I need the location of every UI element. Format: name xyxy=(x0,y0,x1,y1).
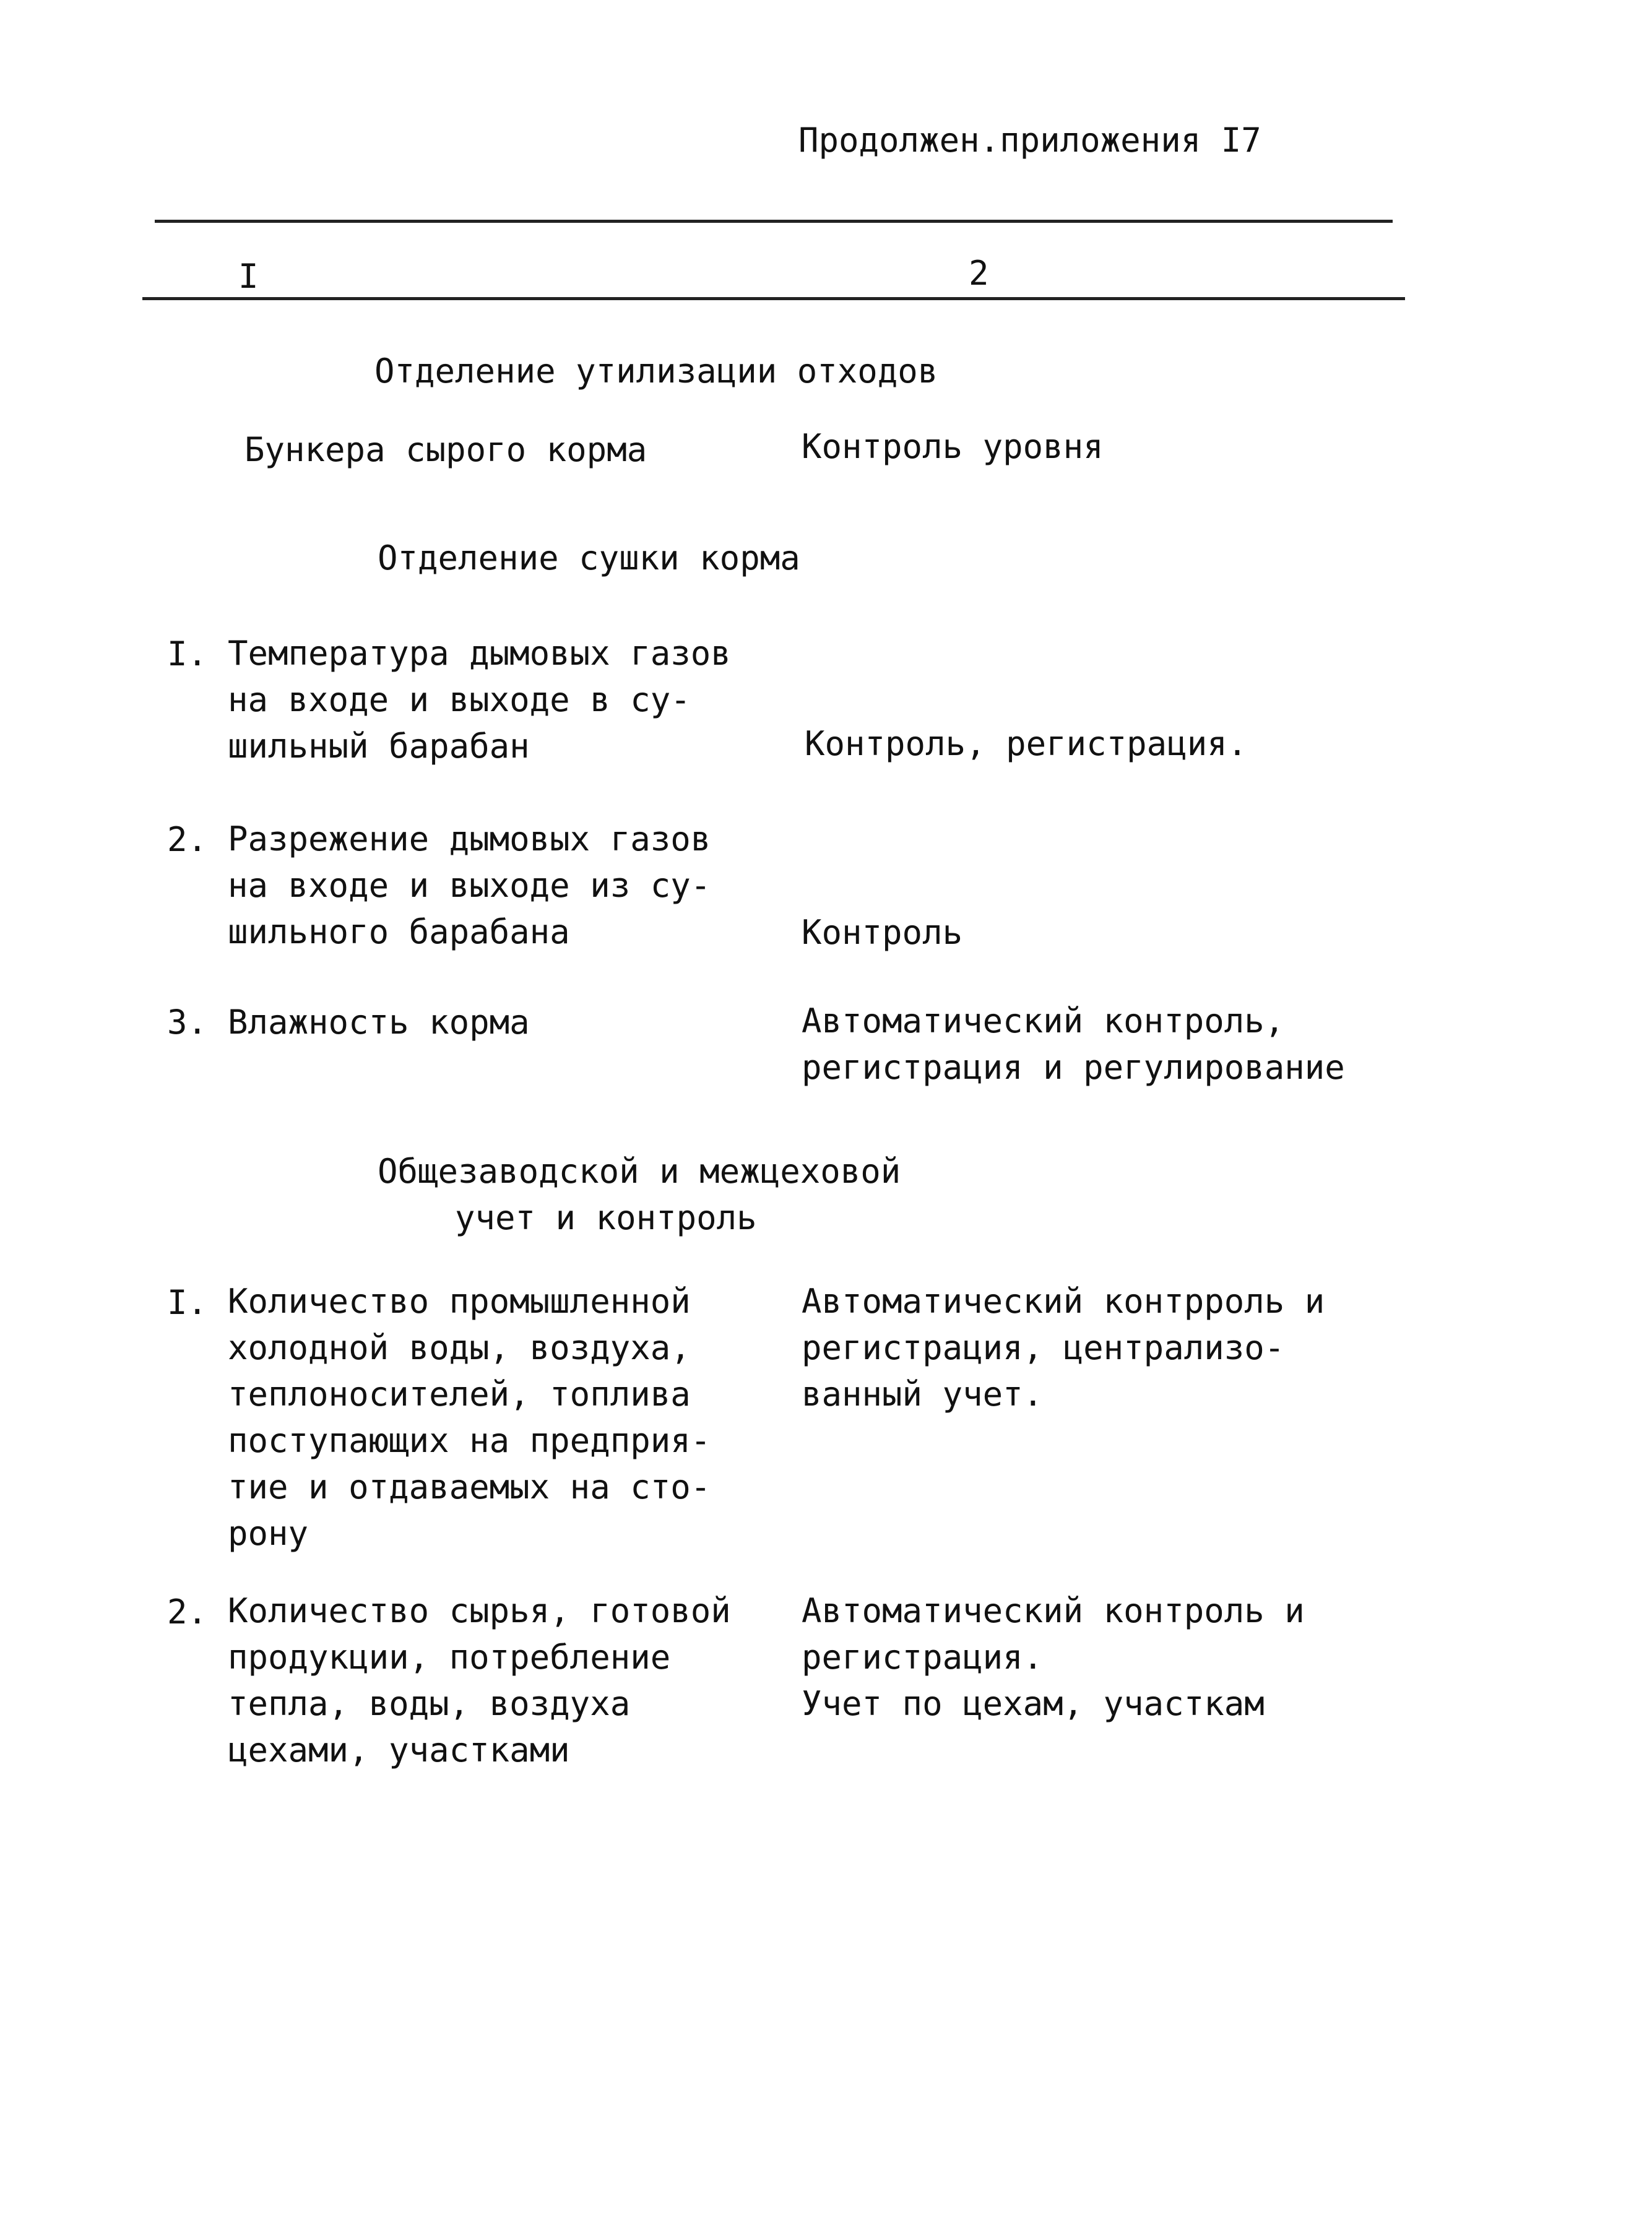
row-control-line: регистрация и регулирование xyxy=(802,1048,1345,1087)
row-control-line: регистрация, централизо- xyxy=(802,1328,1285,1367)
row-parameter-line: шильного барабана xyxy=(228,912,570,951)
row-parameter-line: Количество промышленной xyxy=(228,1282,691,1321)
section-title: Отделение сушки корма xyxy=(378,538,800,577)
row-control xyxy=(802,998,1345,1091)
row-parameter-line: поступающих на предприя- xyxy=(228,1421,711,1460)
section-title xyxy=(378,1148,901,1241)
row-parameter-line: на входе и выходе из су- xyxy=(228,866,711,905)
row-parameter-line: цехами, участками xyxy=(228,1731,570,1770)
row-parameter: Бункера сырого корма xyxy=(244,430,647,469)
row-number: 2. xyxy=(167,820,208,859)
row-number: I. xyxy=(167,634,208,673)
row-parameter xyxy=(228,1278,711,1557)
row-parameter-line: тие и отдаваемых на сто- xyxy=(228,1467,711,1506)
row-number: 2. xyxy=(167,1593,208,1631)
column-1-header: I xyxy=(238,257,259,296)
row-control xyxy=(802,1588,1305,1727)
row-control: Контроль уровня xyxy=(802,427,1104,466)
row-parameter xyxy=(228,816,711,955)
row-control-line: Учет по цехам, участкам xyxy=(802,1684,1265,1723)
row-control xyxy=(802,1278,1325,1417)
row-number: 3. xyxy=(167,1003,208,1042)
continuation-header: Продолжен.приложения I7 xyxy=(798,121,1261,160)
section-title: Отделение утилизации отходов xyxy=(374,352,938,391)
row-parameter xyxy=(228,1588,731,1773)
row-control-line: Автоматический контрроль и xyxy=(802,1282,1325,1321)
row-control-line: Автоматический контроль и xyxy=(802,1591,1305,1630)
table-top-rule xyxy=(155,220,1393,223)
row-control-line: Автоматический контроль, xyxy=(802,1001,1285,1040)
row-control: Контроль xyxy=(802,913,963,952)
row-parameter-line: на входе и выходе в су- xyxy=(228,680,691,719)
row-parameter-line: холодной воды, воздуха, xyxy=(228,1328,691,1367)
row-parameter-line: теплоносителей, топлива xyxy=(228,1375,691,1414)
table-header-rule xyxy=(142,297,1405,300)
row-number: I. xyxy=(167,1283,208,1322)
row-parameter: Влажность корма xyxy=(228,1003,530,1042)
row-parameter-line: рону xyxy=(228,1514,309,1553)
row-parameter-line: продукции, потребление xyxy=(228,1638,671,1677)
row-control-line: ванный учет. xyxy=(802,1375,1044,1414)
section-title-line: учет и контроль xyxy=(455,1198,757,1237)
row-parameter-line: шильный барабан xyxy=(228,727,530,766)
row-parameter-line: Разрежение дымовых газов xyxy=(228,819,711,858)
row-parameter-line: тепла, воды, воздуха xyxy=(228,1684,631,1723)
row-parameter-line: Количество сырья, готовой xyxy=(228,1591,731,1630)
row-control-line: регистрация. xyxy=(802,1638,1044,1677)
row-control: Контроль, регистрация. xyxy=(805,724,1248,763)
column-2-header: 2 xyxy=(969,254,989,293)
row-parameter-line: Температура дымовых газов xyxy=(228,634,731,673)
row-parameter xyxy=(228,630,731,769)
section-title-line: Общезаводской и межцеховой xyxy=(378,1152,901,1191)
